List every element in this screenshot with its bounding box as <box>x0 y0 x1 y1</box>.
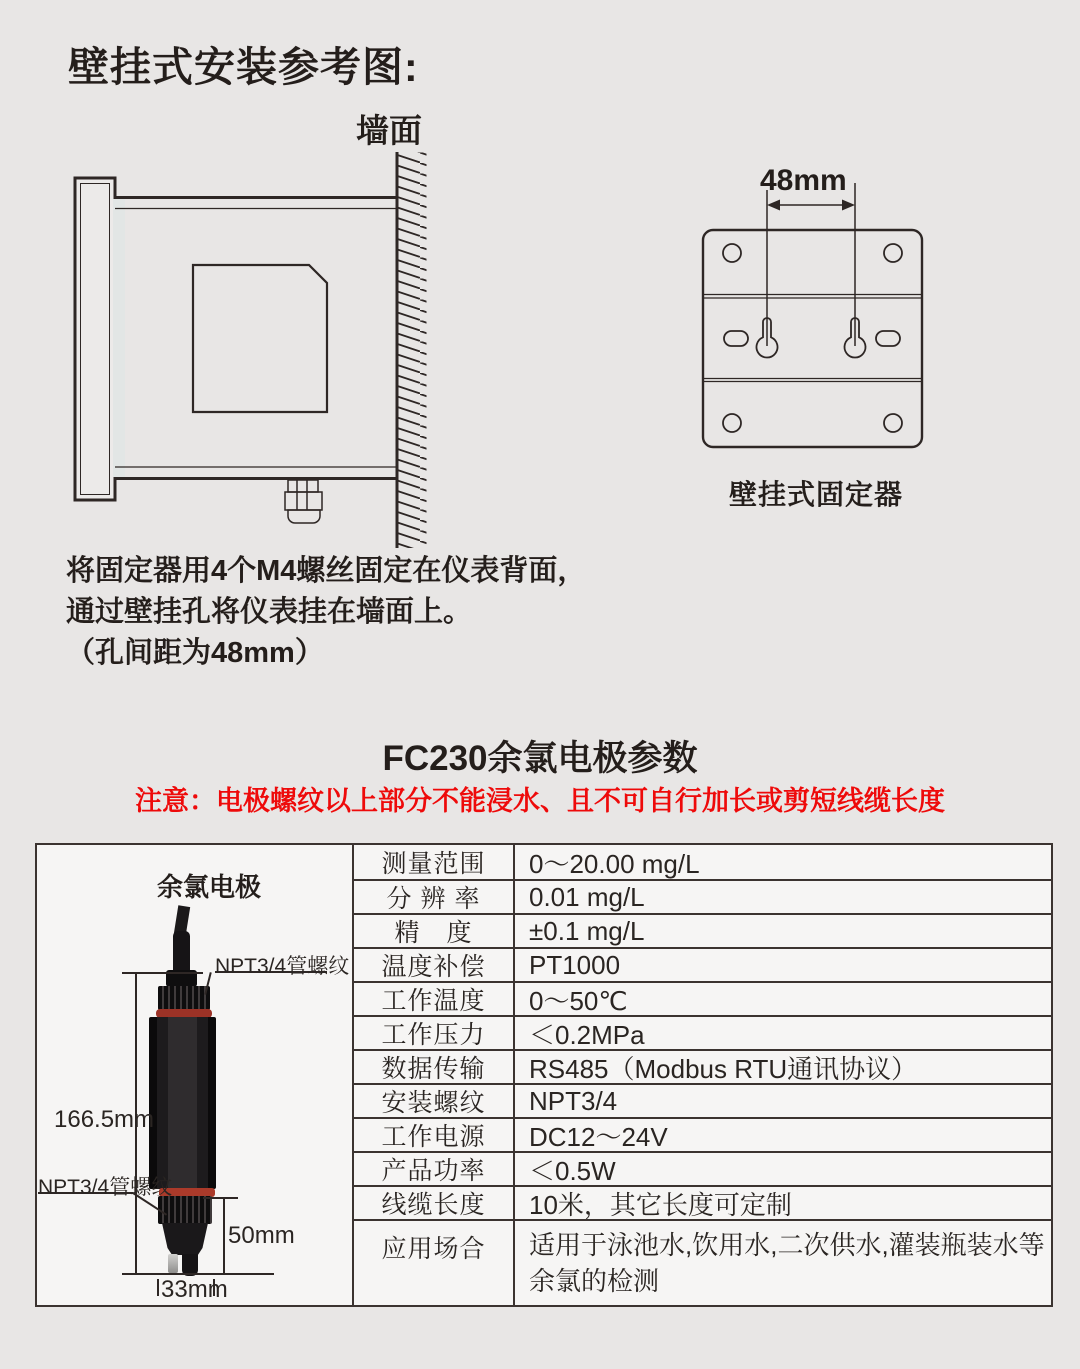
meter-panel-strip <box>113 199 125 477</box>
meter-label-plate <box>193 265 327 412</box>
npt-thread-label-bottom: NPT3/4管螺纹 <box>38 1176 173 1199</box>
spec-label: 安装螺纹 <box>352 1083 513 1117</box>
spec-label: 工作温度 <box>352 981 513 1015</box>
meter-side-view-diagram <box>60 100 440 560</box>
bracket-diagram <box>660 150 960 510</box>
spec-value: 0.01 mg/L <box>513 879 1051 913</box>
electrode-cable-sleeve <box>173 931 190 973</box>
spec-value: 0～50℃ <box>513 981 1051 1015</box>
electrode-tip <box>162 1223 208 1255</box>
spec-value: 10米，其它长度可定制 <box>513 1185 1051 1219</box>
dim-33-tick-left <box>157 1279 159 1296</box>
cable-gland <box>285 480 322 523</box>
spec-label: 分 辨 率 <box>352 879 513 913</box>
spec-label: 测量范围 <box>352 845 513 879</box>
length-dimension-label: 166.5mm <box>54 1106 155 1133</box>
params-section-title: FC230余氯电极参数 <box>382 739 698 778</box>
spec-label: 工作压力 <box>352 1015 513 1049</box>
dimension-lines <box>767 183 855 346</box>
instruction-line-1: 将固定器用4个M4螺丝固定在仪表背面， <box>66 555 587 587</box>
spec-value: NPT3/4 <box>513 1083 1051 1117</box>
arrowhead-left <box>767 200 780 211</box>
spec-label: 精 度 <box>352 913 513 947</box>
spec-label: 产品功率 <box>352 1151 513 1185</box>
npt-thread-label-top: NPT3/4管螺纹 <box>215 955 350 978</box>
electrode-title: 余氯电极 <box>157 872 262 902</box>
electrode-photo-cell <box>37 845 352 1305</box>
bracket-hole-spacing-dimension: 48mm <box>760 164 847 197</box>
install-section-title: 壁挂式安装参考图: <box>68 44 419 90</box>
dim-baseline <box>122 1273 274 1275</box>
spec-label: 温度补偿 <box>352 947 513 981</box>
warning-text: 注意：电极螺纹以上部分不能浸水、且不可自行加长或剪短线缆长度 <box>135 786 945 816</box>
spec-value: ±0.1 mg/L <box>513 913 1051 947</box>
spec-label: 工作电源 <box>352 1117 513 1151</box>
electrode-pin-metal <box>168 1254 178 1273</box>
bracket-caption: 壁挂式固定器 <box>729 479 904 510</box>
wall-label: 墙面 <box>356 112 422 149</box>
spec-value: ＜0.5W <box>513 1151 1051 1185</box>
bracket-keyhole-slots <box>757 318 866 358</box>
spec-label: 线缆长度 <box>352 1185 513 1219</box>
spec-label: 数据传输 <box>352 1049 513 1083</box>
spec-value: 适用于泳池水,饮用水,二次供水,灌装瓶装水等余氯的检测 <box>513 1219 1051 1305</box>
dim-50-line <box>223 1198 225 1274</box>
instruction-line-3: （孔间距为48mm） <box>66 637 324 669</box>
electrode-hex-body <box>149 1017 216 1189</box>
width-dimension-label: 33mm <box>161 1276 228 1303</box>
instruction-line-2: 通过壁挂孔将仪表挂在墙面上。 <box>66 596 473 628</box>
electrode-upper-thread <box>158 986 210 1010</box>
spec-label: 应用场合 <box>352 1219 513 1305</box>
wall-hatching <box>399 152 427 548</box>
spec-value: ＜0.2MPa <box>513 1015 1051 1049</box>
install-instructions <box>66 551 586 674</box>
tip-dimension-label: 50mm <box>228 1222 295 1249</box>
bracket-side-slots <box>724 331 900 346</box>
spec-value: RS485（Modbus RTU通讯协议） <box>513 1049 1051 1083</box>
spec-value: PT1000 <box>513 947 1051 981</box>
spec-table <box>35 843 1053 1307</box>
arrowhead-right <box>842 200 855 211</box>
spec-value: DC12～24V <box>513 1117 1051 1151</box>
dim-50-top-tick <box>203 1197 238 1199</box>
spec-value: 0～20.00 mg/L <box>513 845 1051 879</box>
